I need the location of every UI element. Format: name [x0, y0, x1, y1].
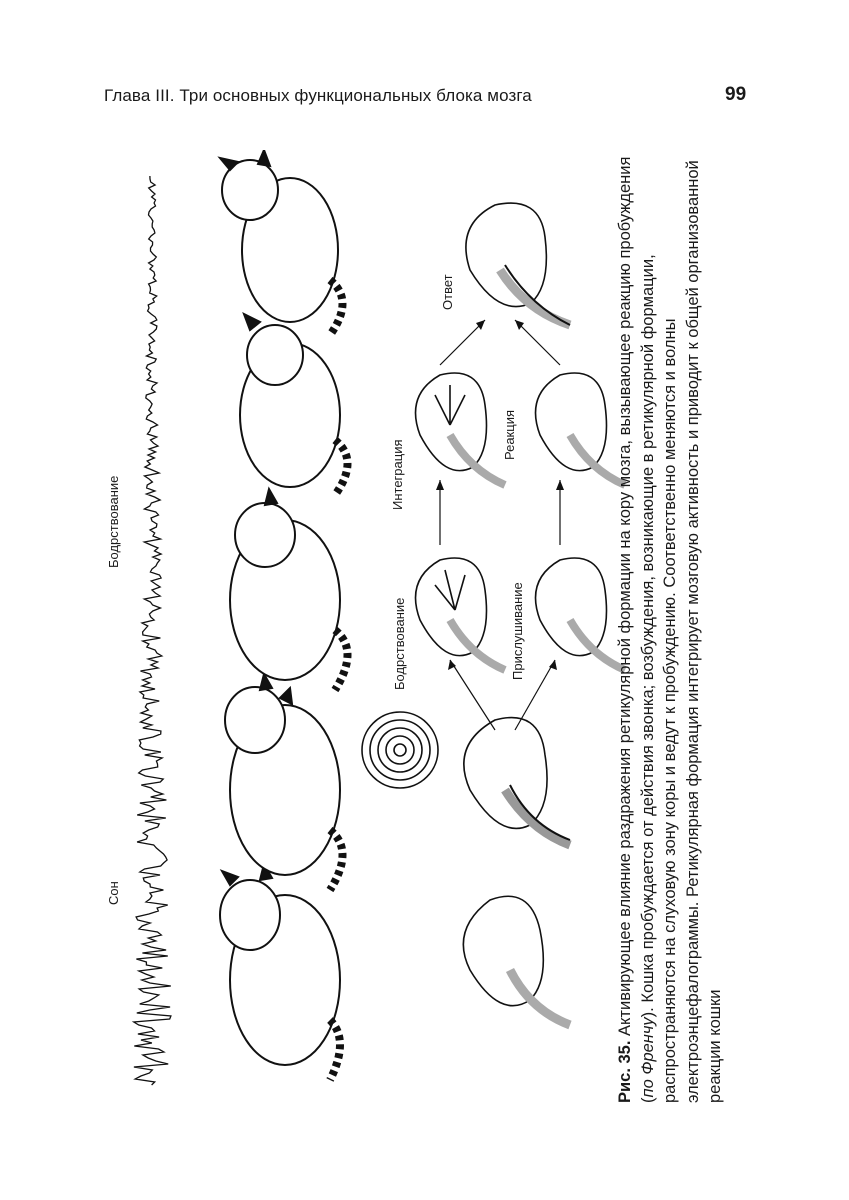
brain-reaction: [536, 373, 626, 485]
page-number: 99: [725, 84, 747, 105]
caption-italic: по Френчу: [638, 1017, 657, 1098]
brain-listening: [536, 558, 626, 670]
brain-resting: [463, 896, 570, 1025]
bell-icon: [362, 712, 438, 788]
brain-label-integration: Интеграция: [390, 439, 405, 510]
brain-label-reaction: Реакция: [502, 410, 517, 460]
brain-label-response: Ответ: [440, 274, 455, 310]
eeg-trace: [134, 176, 171, 1085]
brain-label-wakefulness: Бодрствование: [392, 597, 407, 690]
brain-integration: [416, 373, 506, 485]
caption-text-1: Активирующее влияние раздражения ретикулярной формации на кору мозга, вызывающее реакцию пробуждения (: [616, 156, 657, 1103]
eeg-label-wake: Бодрствование: [106, 475, 121, 568]
caption-text-2: ). Кошка пробуждается от действия звонка; возбуждения, возникающие в ретикулярной формации, распространяются на слуховую зону коры и ведут к пробуждению. Соответственно меняются и волны электроэнцефалограммы. Ретикулярная формация интегрирует мозговую активность и приводит к общей организованной реакции кошки: [638, 160, 724, 1103]
cat-stirring: [225, 674, 343, 890]
cat-waking: [230, 489, 348, 690]
running-head: Глава III. Три основных функциональных блока мозга: [104, 86, 532, 105]
figure-caption: [614, 153, 727, 1103]
brain-label-listening: Прислушивание: [510, 582, 525, 680]
eeg-label-sleep: Сон: [106, 881, 121, 905]
brain-wakefulness: [416, 558, 506, 670]
brain-response: [466, 203, 570, 325]
cat-awake: [220, 150, 343, 335]
brain-aroused: [464, 718, 570, 845]
cat-alert: [240, 314, 348, 495]
cat-sleeping: [220, 864, 340, 1080]
caption-label: Рис. 35.: [616, 1040, 634, 1103]
